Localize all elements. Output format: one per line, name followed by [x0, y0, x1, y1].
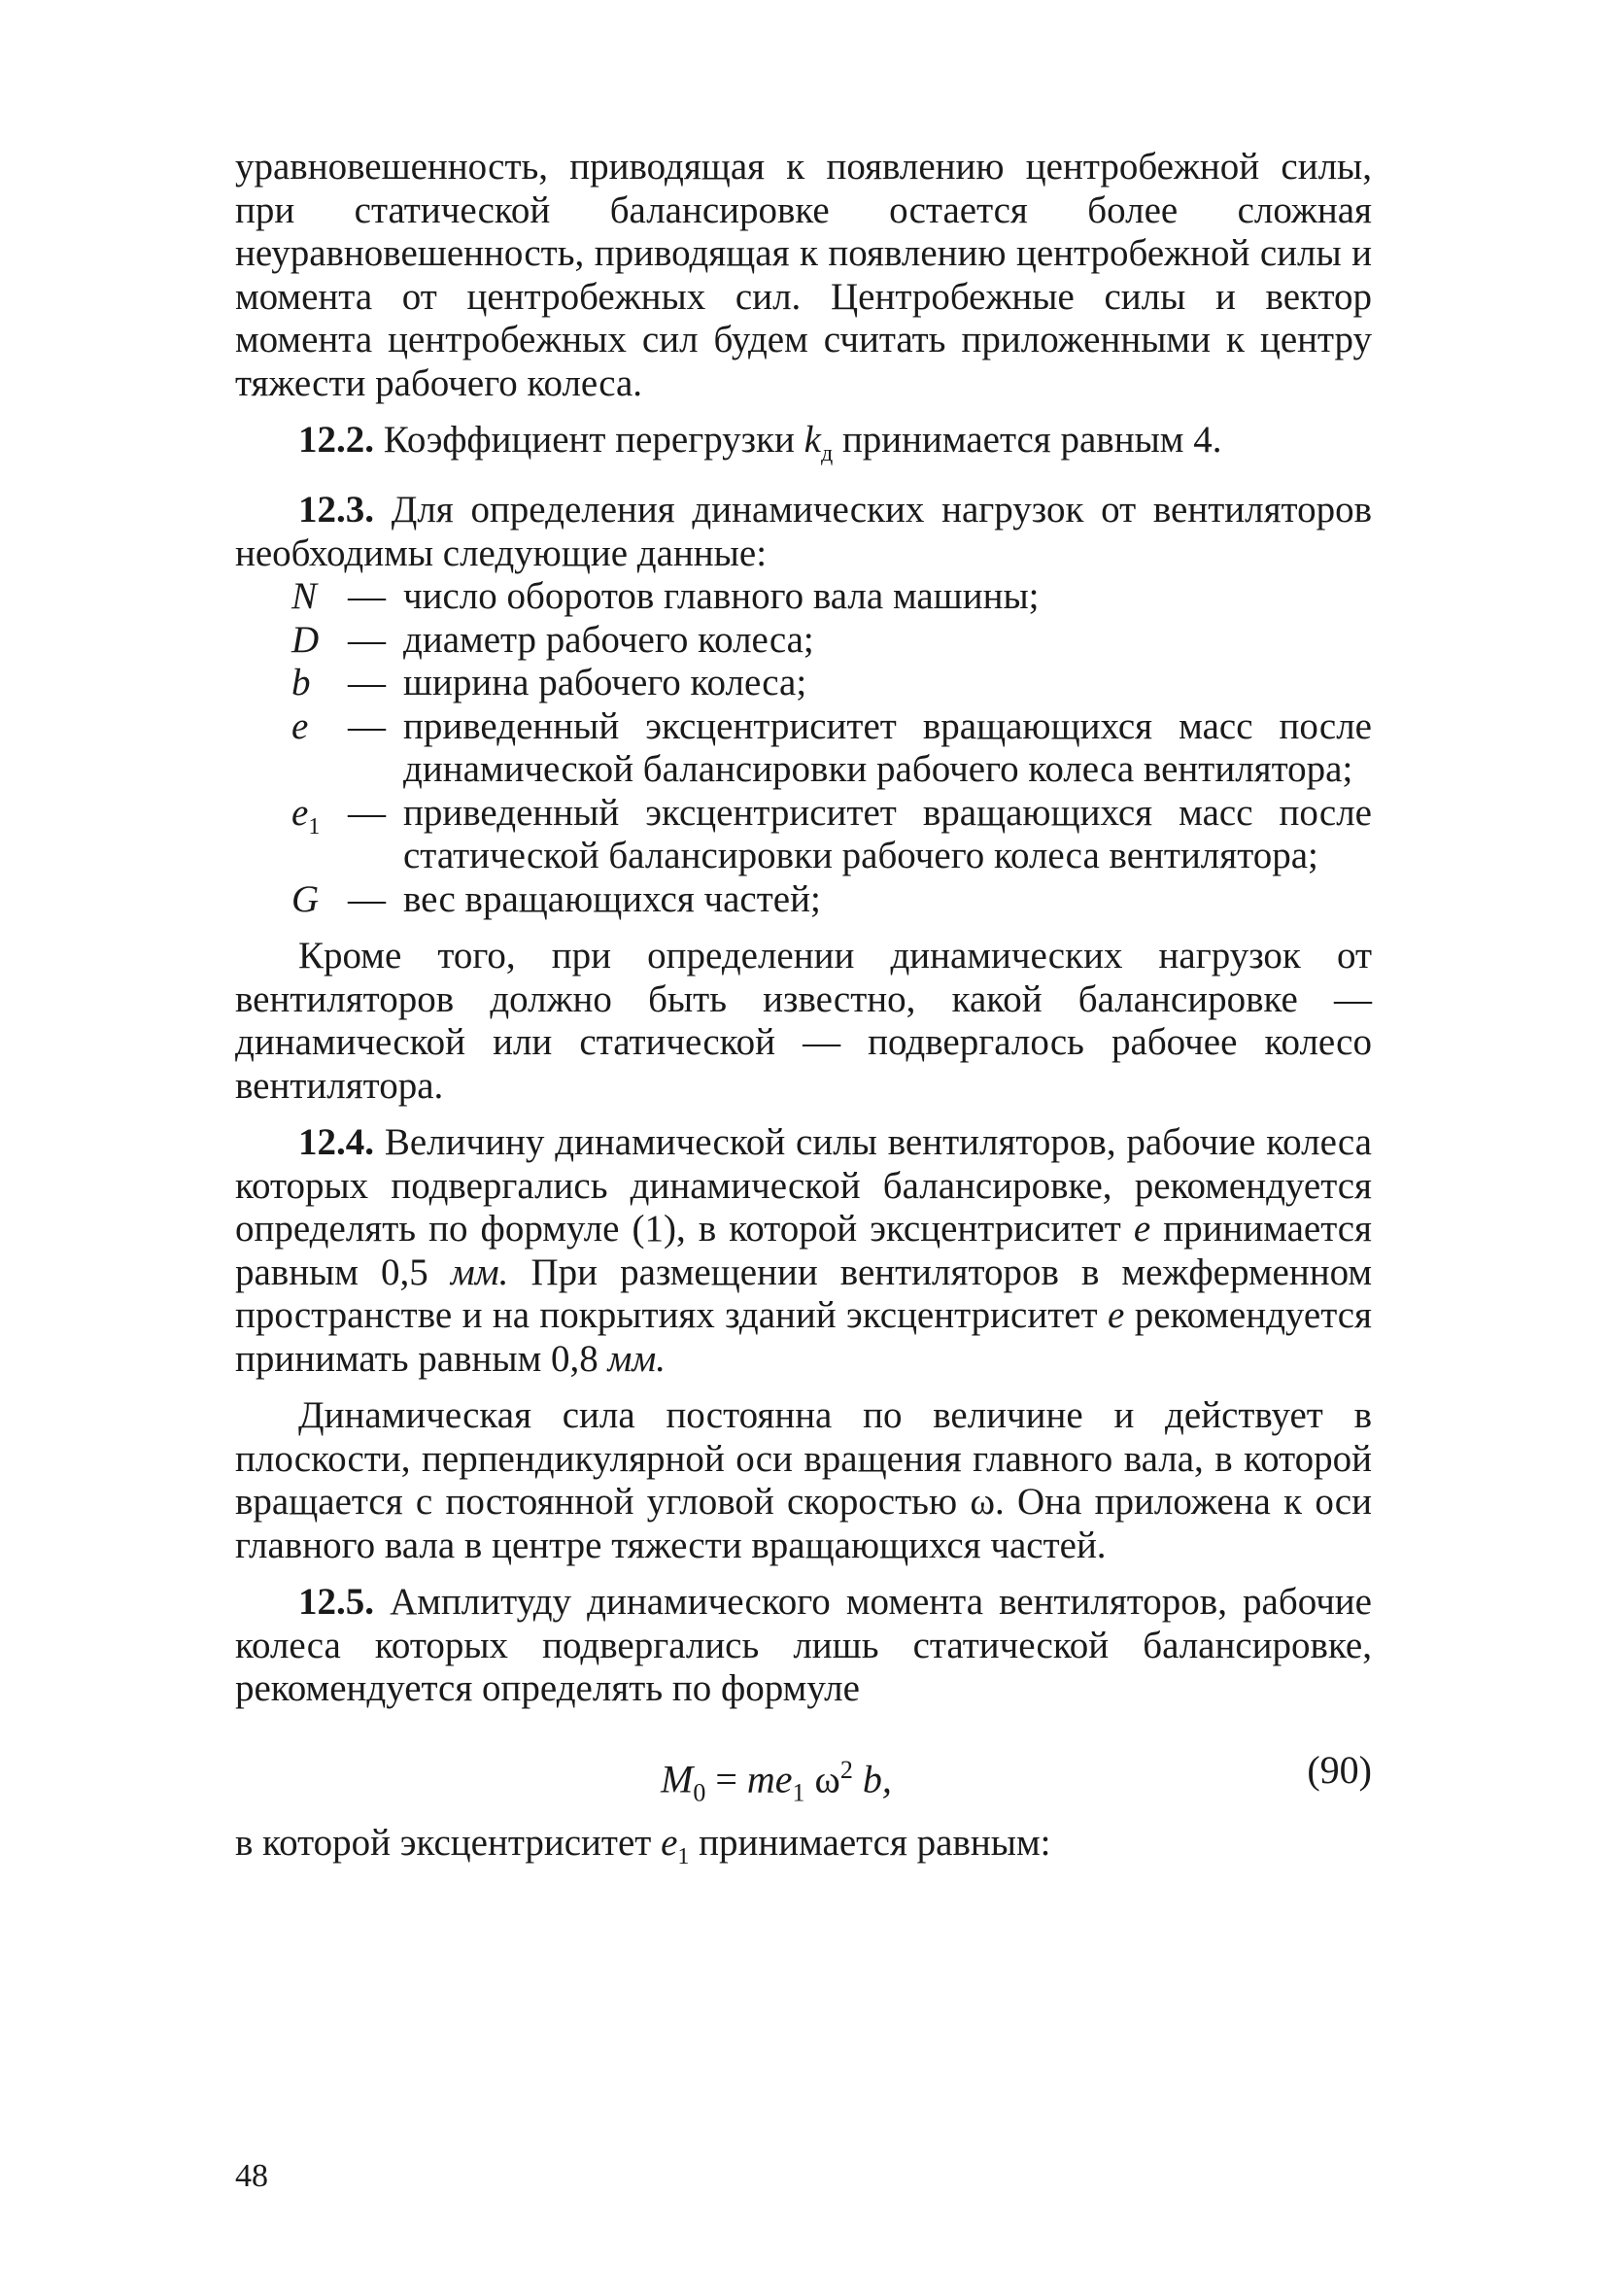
section-12-3-after: Кроме того, при определении динамических нагрузок от вентиляторов должно быть известно, какой балансировке — динамической или статической — подвергалось рабочее колесо вентилятора. — [235, 935, 1372, 1107]
formula-number: (90) — [1307, 1747, 1372, 1792]
unit-label: мм. — [607, 1337, 667, 1380]
definition-description: приведенный эксцентриситет вращающихся масс после динамической балансировки рабочего колеса вентилятора; — [403, 704, 1372, 791]
section-12-5 — [235, 1581, 1372, 1711]
section-text: Величину динамической силы вентиляторов, рабочие колеса которых подвергались динамической балансировке, рекомендуется определять по формуле (1), в которой эксцентриситет — [235, 1121, 1372, 1251]
definition-dash: — — [348, 704, 386, 747]
definition-subscript: 1 — [308, 813, 321, 840]
definition-symbol: b — [291, 662, 311, 704]
page-number: 48 — [235, 2158, 268, 2194]
definitions-list — [235, 575, 1372, 921]
section-12-4-paragraph-2: Динамическая сила постоянна по величине и действует в плоскости, перпендикулярной оси вращения главного вала, в которой вращается с постоянной угловой скоростью ω. Она приложена к оси главного вала в центре тяжести вращающихся частей. — [235, 1394, 1372, 1566]
eccentricity-subscript: 1 — [677, 1843, 690, 1869]
section-12-5-after — [235, 1822, 1372, 1878]
intro-paragraph: уравновешенность, приводящая к появлению центробежной силы, при статической балансировке остается более сложная неуравновешенность, приводящая к появлению центробежной силы и момента от центробежных сил. Центробежные силы и вектор момента центробежных сил будем считать приложенными к центру тяжести рабочего колеса. — [235, 146, 1372, 404]
definition-dash: — — [348, 791, 386, 834]
definition-symbol: N — [291, 575, 318, 618]
section-text: Амплитуду динамического момента вентиляторов, рабочие колеса которых подвергались лишь статической балансировке, рекомендуется определять по формуле — [235, 1581, 1372, 1710]
section-number: 12.5. — [298, 1581, 374, 1624]
section-text: рекомендуется принимать равным 0,8 — [235, 1294, 1372, 1380]
definition-symbol: $e_1$ — [291, 791, 321, 840]
definition-item — [235, 662, 1372, 705]
definition-description: вес вращающихся частей; — [403, 877, 821, 920]
definition-symbol: D — [291, 618, 320, 661]
definition-dash: — — [348, 618, 386, 661]
section-number: 12.4. — [298, 1121, 374, 1164]
section-text: принимается равным: — [699, 1821, 1051, 1864]
section-text: в которой эксцентриситет — [235, 1821, 652, 1864]
section-text: Коэффициент перегрузки — [383, 419, 795, 461]
coefficient-symbol: k — [804, 419, 821, 461]
eccentricity-symbol: e — [1107, 1294, 1125, 1337]
definition-description: число оборотов главного вала машины; — [403, 575, 1040, 618]
definition-dash: — — [348, 877, 386, 920]
definition-description: ширина рабочего колеса; — [403, 662, 807, 704]
section-12-4 — [235, 1121, 1372, 1381]
eccentricity-symbol: e — [661, 1821, 678, 1864]
definition-dash: — — [348, 575, 386, 618]
section-text-end: принимается равным 4. — [841, 419, 1222, 461]
definition-symbol: e — [291, 704, 309, 747]
section-text: Для определения динамических нагрузок от вентиляторов необходимы следующие данные: — [235, 489, 1372, 574]
definition-item — [235, 878, 1372, 922]
document-page — [235, 146, 1372, 1878]
section-12-2 — [235, 419, 1372, 475]
definition-item — [235, 575, 1372, 619]
section-text: принимается равным 0,5 — [235, 1208, 1372, 1293]
definition-symbol: G — [291, 877, 320, 920]
definition-description: диаметр рабочего колеса; — [403, 618, 814, 661]
definition-item — [235, 619, 1372, 663]
definition-item — [235, 792, 1372, 878]
formula-expression: $M_0 = me_1$ $\omega^2$ b, — [661, 1755, 892, 1807]
definition-description: приведенный эксцентриситет вращающихся масс после статической балансировки рабочего колеса вентилятора; — [403, 791, 1372, 877]
coefficient-subscript: д — [820, 440, 834, 466]
unit-label: мм. — [450, 1251, 509, 1293]
eccentricity-symbol: e — [1133, 1208, 1151, 1251]
definition-dash: — — [348, 662, 386, 704]
formula-90 — [235, 1738, 1372, 1807]
section-number: 12.2. — [298, 419, 374, 461]
section-number: 12.3. — [298, 489, 374, 531]
definition-item — [235, 705, 1372, 792]
section-text: При размещении вентиляторов в межферменном пространстве и на покрытиях зданий эксцентриситет — [235, 1251, 1373, 1337]
section-12-3 — [235, 489, 1372, 575]
